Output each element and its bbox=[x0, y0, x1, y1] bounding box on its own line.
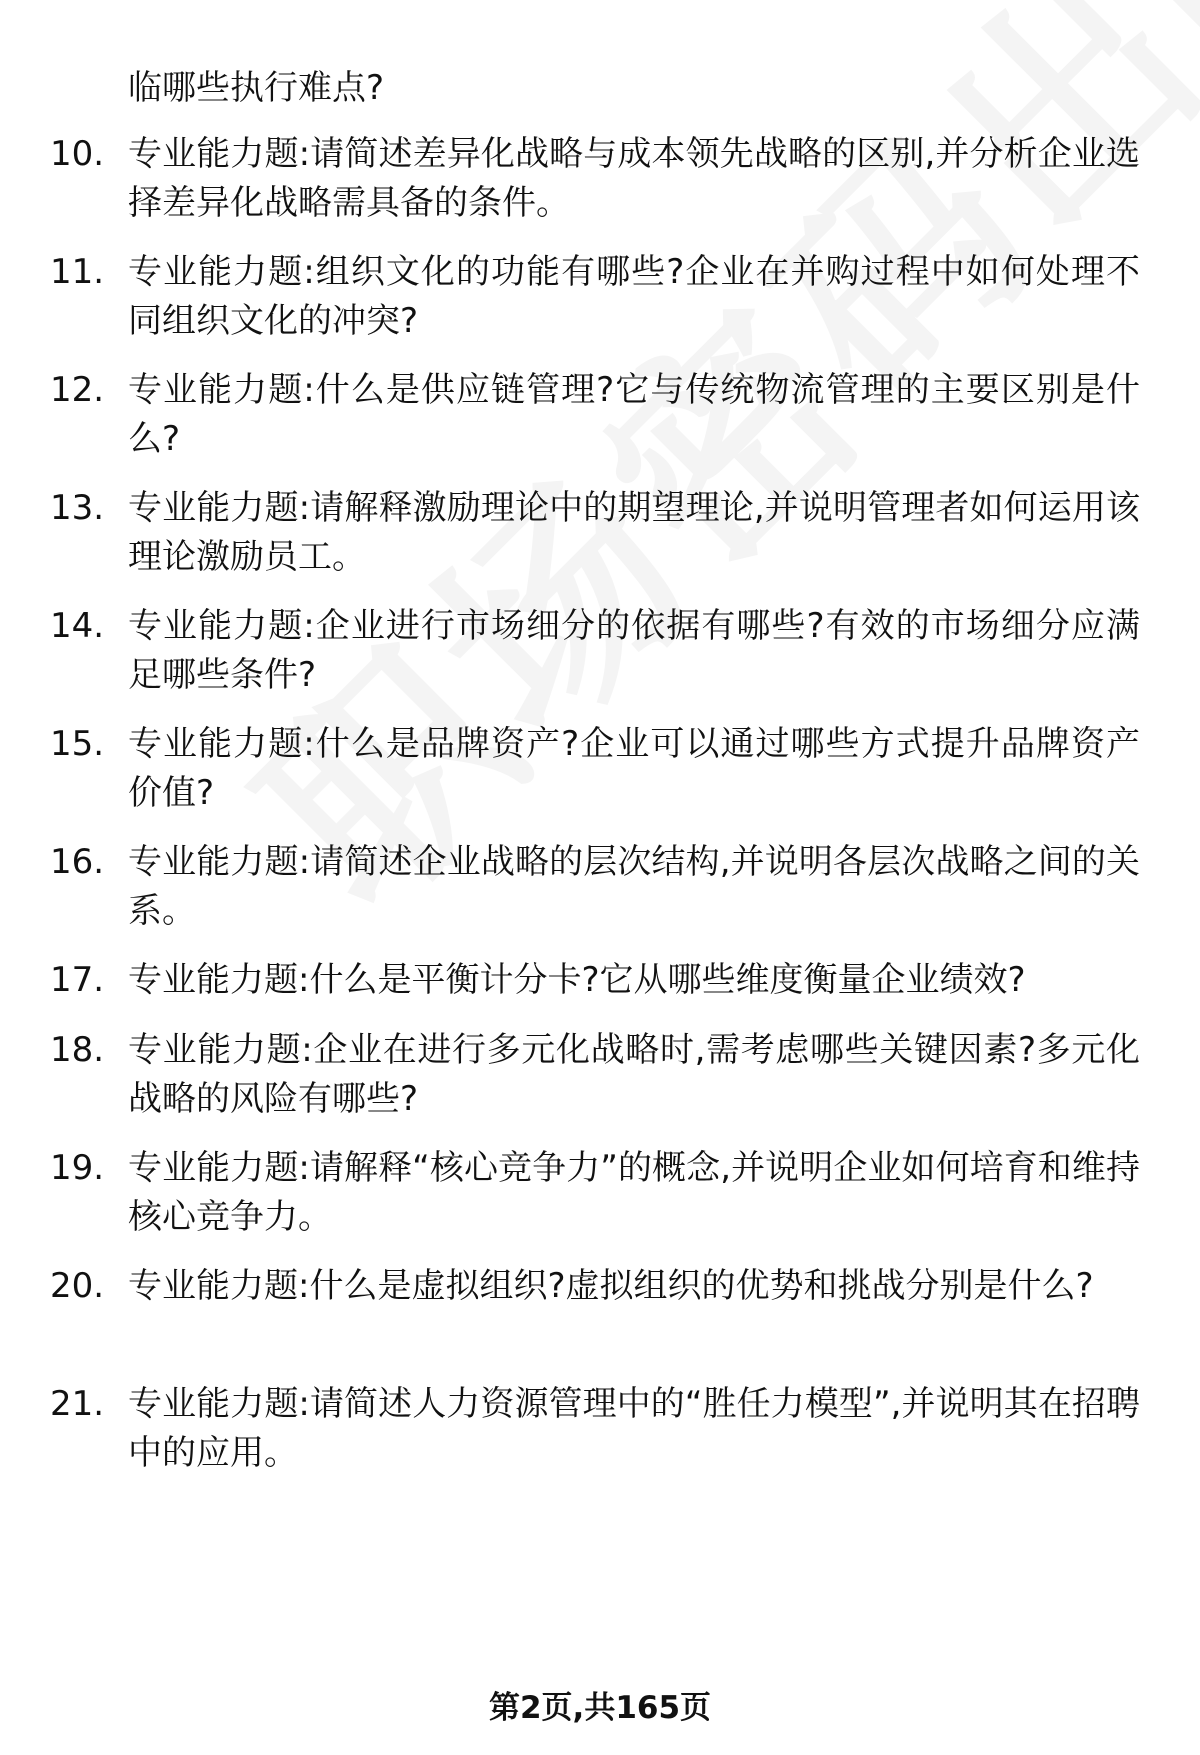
question-number: 14. bbox=[50, 606, 105, 646]
question-number: 11. bbox=[50, 252, 105, 292]
question-text: 专业能力题:请解释“核心竞争力”的概念,并说明企业如何培育和维持核心竞争力。 bbox=[128, 1148, 1140, 1237]
question-text: 专业能力题:请简述差异化战略与成本领先战略的区别,并分析企业选择差异化战略需具备的条件。 bbox=[128, 134, 1140, 223]
question-text: 专业能力题:什么是品牌资产?企业可以通过哪些方式提升品牌资产价值? bbox=[128, 724, 1140, 813]
question-text: 专业能力题:什么是供应链管理?它与传统物流管理的主要区别是什么? bbox=[128, 370, 1140, 459]
continuation-text: 临哪些执行难点? bbox=[128, 68, 385, 108]
question-number: 16. bbox=[50, 842, 105, 882]
question-number: 10. bbox=[50, 134, 105, 174]
question-number: 13. bbox=[50, 488, 105, 528]
question-text: 专业能力题:请简述人力资源管理中的“胜任力模型”,并说明其在招聘中的应用。 bbox=[128, 1384, 1140, 1473]
question-number: 18. bbox=[50, 1030, 105, 1070]
question-text: 专业能力题:请简述企业战略的层次结构,并说明各层次战略之间的关系。 bbox=[128, 842, 1140, 931]
question-text: 专业能力题:组织文化的功能有哪些?企业在并购过程中如何处理不同组织文化的冲突? bbox=[128, 252, 1140, 341]
page-footer: 第2页,共165页 bbox=[488, 1690, 712, 1726]
question-text: 专业能力题:什么是虚拟组织?虚拟组织的优势和挑战分别是什么? bbox=[128, 1266, 1094, 1306]
question-number: 19. bbox=[50, 1148, 105, 1188]
question-number: 17. bbox=[50, 960, 105, 1000]
question-number: 21. bbox=[50, 1384, 105, 1424]
question-text: 专业能力题:企业进行市场细分的依据有哪些?有效的市场细分应满足哪些条件? bbox=[128, 606, 1140, 695]
question-text: 专业能力题:请解释激励理论中的期望理论,并说明管理者如何运用该理论激励员工。 bbox=[128, 488, 1140, 577]
question-text: 专业能力题:企业在进行多元化战略时,需考虑哪些关键因素?多元化战略的风险有哪些? bbox=[128, 1030, 1140, 1119]
question-number: 20. bbox=[50, 1266, 105, 1306]
question-number: 15. bbox=[50, 724, 105, 764]
question-text: 专业能力题:什么是平衡计分卡?它从哪些维度衡量企业绩效? bbox=[128, 960, 1026, 1000]
question-number: 12. bbox=[50, 370, 105, 410]
